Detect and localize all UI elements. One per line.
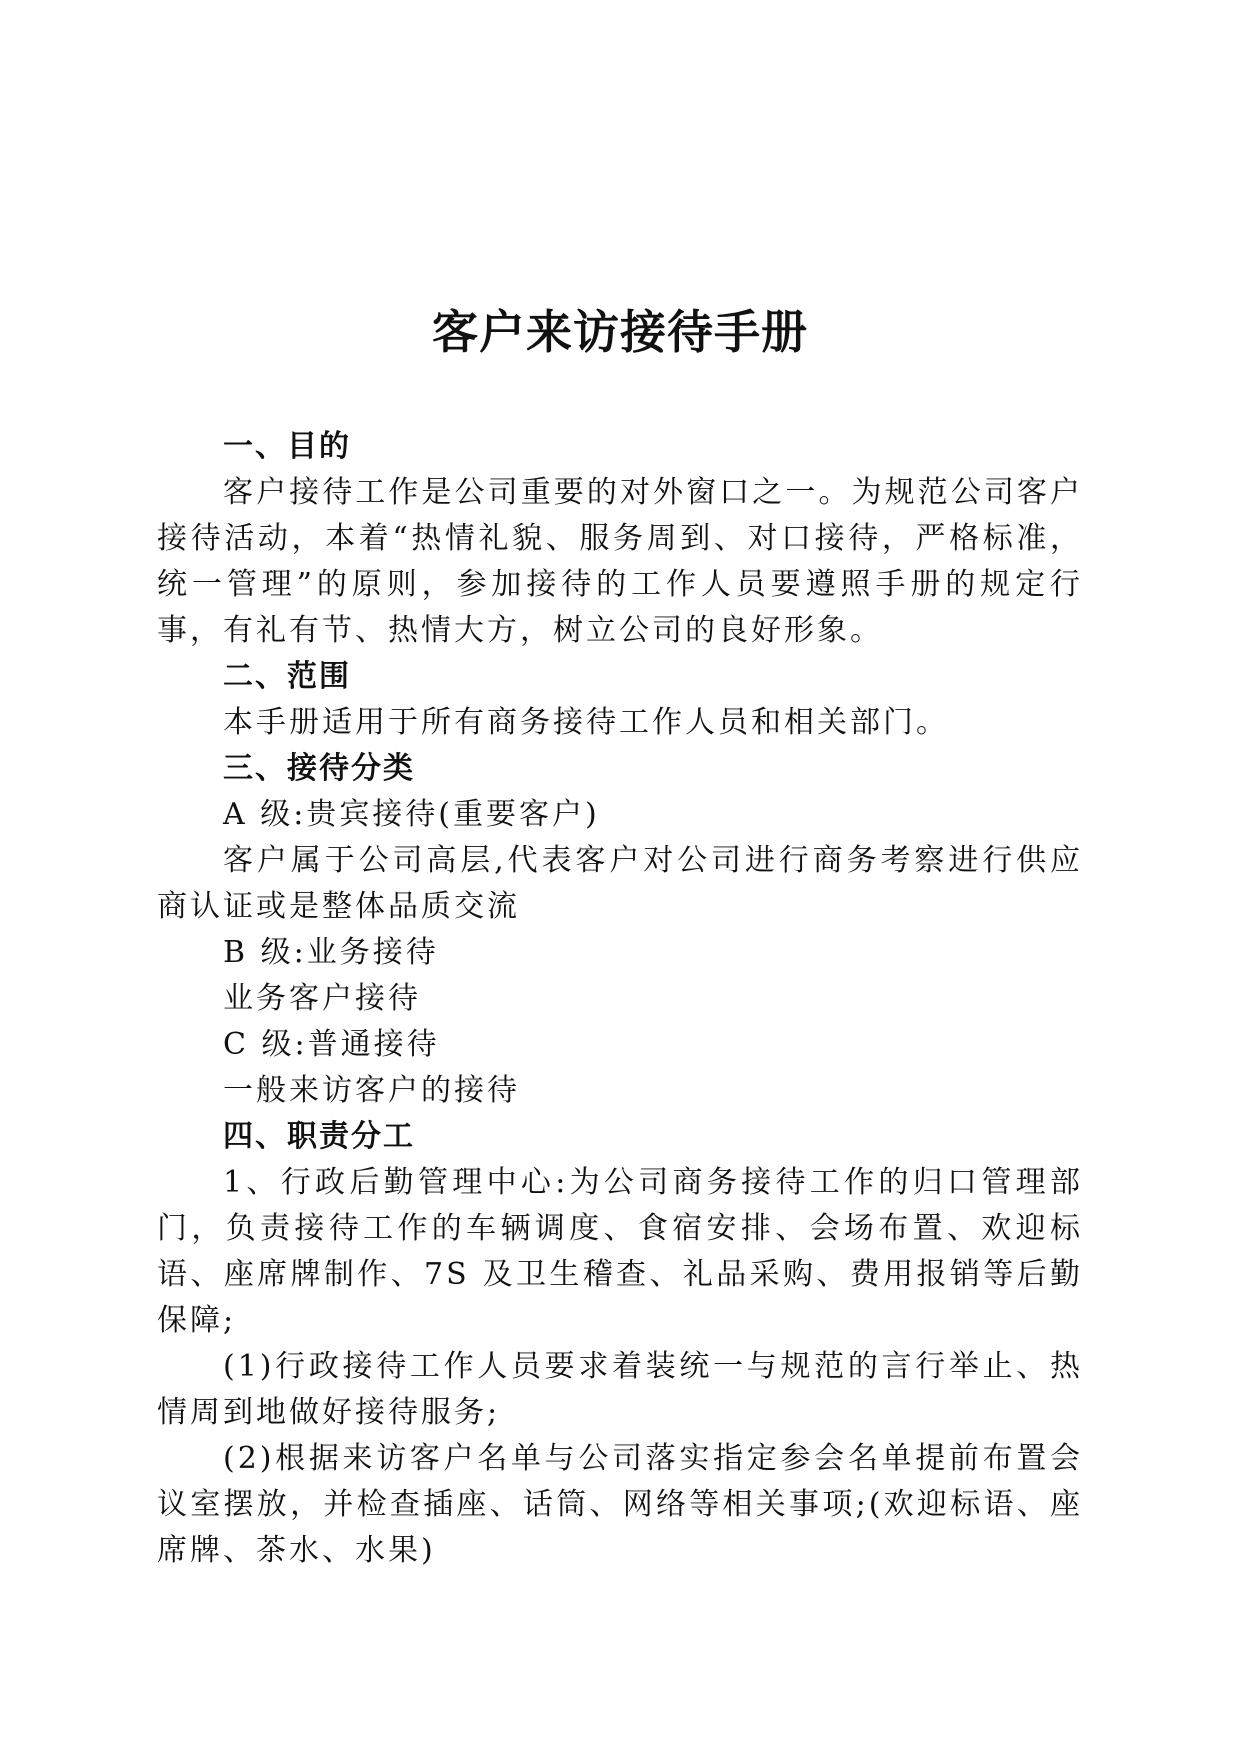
purpose-paragraph: 客户接待工作是公司重要的对外窗口之一。为规范公司客户接待活动，本着“热情礼貌、服务周到、对口接待，严格标准，统一管理”的原则，参加接待的工作人员要遵照手册的规定行事，有礼有节、热情大方，树立公司的良好形象。 bbox=[157, 475, 1083, 648]
level-c-description: 一般来访客户的接待 bbox=[223, 1073, 520, 1108]
level-b-label: B 级:业务接待 bbox=[223, 935, 439, 970]
section-heading-classification: 三、接待分类 bbox=[223, 751, 415, 786]
level-b-description: 业务客户接待 bbox=[223, 981, 421, 1016]
admin-item-2: (2)根据来访客户名单与公司落实指定参会名单提前布置会议室摆放，并检查插座、话筒、网络等相关事项;(欢迎标语、座席牌、茶水、水果) bbox=[157, 1441, 1083, 1568]
document-body bbox=[157, 424, 1083, 1574]
admin-item-1: (1)行政接待工作人员要求着装统一与规范的言行举止、热情周到地做好接待服务; bbox=[157, 1349, 1083, 1430]
section-heading-scope: 二、范围 bbox=[223, 659, 351, 694]
section-heading-responsibilities: 四、职责分工 bbox=[223, 1119, 415, 1154]
section-heading-purpose: 一、目的 bbox=[223, 429, 351, 464]
admin-center-paragraph: 1、行政后勤管理中心:为公司商务接待工作的归口管理部门，负责接待工作的车辆调度、食宿安排、会场布置、欢迎标语、座席牌制作、7S 及卫生稽查、礼品采购、费用报销等后勤保障; bbox=[157, 1165, 1083, 1338]
level-c-label: C 级:普通接待 bbox=[223, 1027, 440, 1062]
level-a-description: 客户属于公司高层,代表客户对公司进行商务考察进行供应商认证或是整体品质交流 bbox=[157, 843, 1083, 924]
scope-paragraph: 本手册适用于所有商务接待工作人员和相关部门。 bbox=[223, 705, 949, 740]
document-title: 客户来访接待手册 bbox=[432, 305, 808, 359]
level-a-label: A 级:贵宾接待(重要客户) bbox=[223, 797, 600, 832]
